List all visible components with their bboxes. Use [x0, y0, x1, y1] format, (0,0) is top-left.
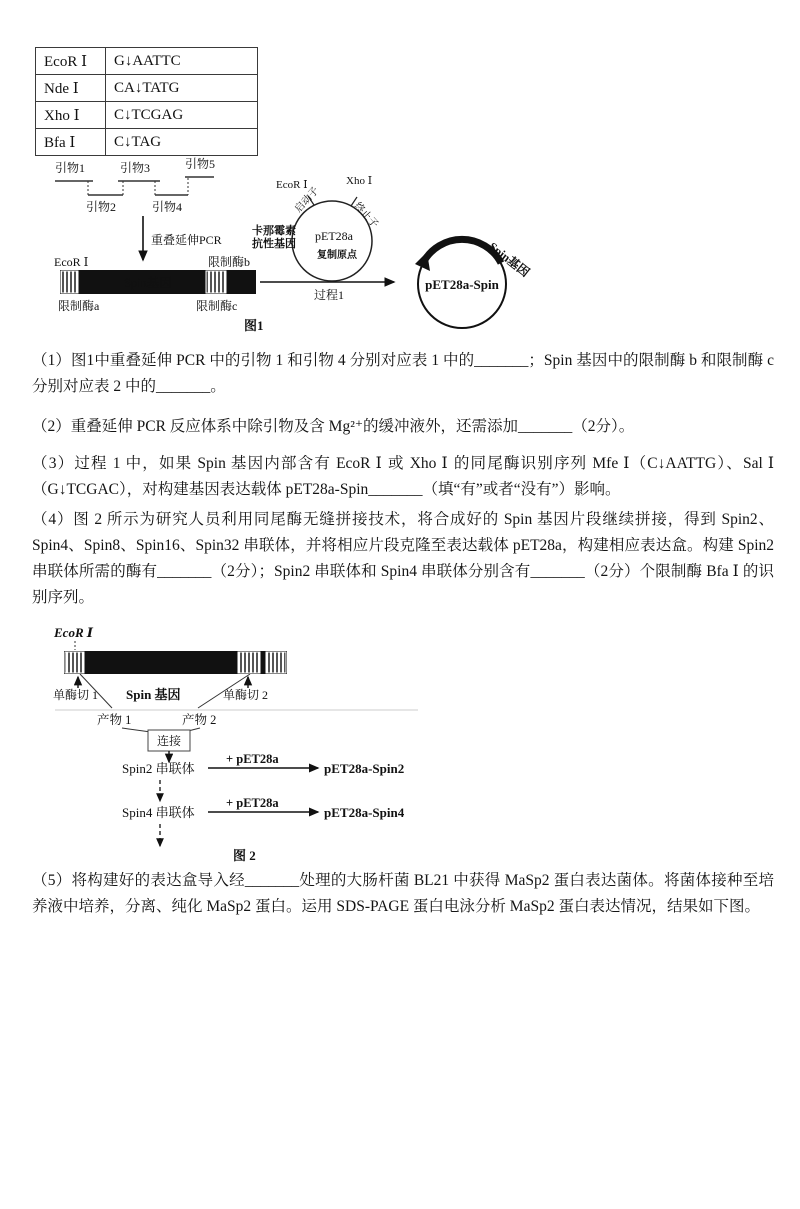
- result-spin4-label: pET28a-Spin4: [324, 805, 405, 820]
- plus-pet28a-label-2: + pET28a: [226, 796, 279, 810]
- plus-pet28a-label-1: + pET28a: [226, 752, 279, 766]
- plasmid-name-label: pET28a: [315, 229, 353, 243]
- question-1: （1）图1中重叠延伸 PCR 中的引物 1 和引物 4 分别对应表 1 中的_______；Spin 基因中的限制酶 b 和限制酶 c 分别对应表 2 中的_______。: [32, 352, 774, 395]
- ori-label: 复制原点: [317, 250, 357, 261]
- kanamycin-label-line1: 卡那霉素: [252, 225, 296, 237]
- primer2-label: 引物2: [86, 200, 117, 214]
- product2-label: 产物 2: [182, 713, 217, 727]
- result-plasmid-label: pET28a-Spin: [425, 277, 499, 292]
- spin2-label: Spin2 串联体: [122, 761, 195, 776]
- ligate-label: 连接: [156, 734, 182, 748]
- figure1-diagram: [38, 156, 538, 348]
- pcr-label: 重叠延伸PCR: [151, 233, 222, 247]
- cut1-label: 单酶切 1: [53, 688, 99, 702]
- question-5: （5）将构建好的表达盒导入经_______处理的大肠杆菌 BL21 中获得 MaSp2 蛋白表达菌体。将菌体接种至培养液中培养，分离、纯化 MaSp2 蛋白。运用 SDS-PAGE 蛋白电泳分析 MaSp2 蛋白表达情况，结果如下图。: [32, 872, 774, 915]
- enzyme-site: CA↓TATG: [106, 75, 258, 102]
- ecori-label: EcoR Ⅰ: [54, 255, 89, 269]
- table-row: [36, 129, 258, 156]
- spin4-label: Spin4 串联体: [122, 805, 195, 820]
- enzyme-name: Nde Ⅰ: [36, 75, 106, 102]
- table-row: [36, 75, 258, 102]
- fig2-spin-gene-label: Spin 基因: [126, 687, 181, 702]
- enzyme-site: C↓TAG: [106, 129, 258, 156]
- spin-gene-label: Spin基因: [124, 276, 172, 290]
- promoter-label: 启动子: [293, 185, 322, 216]
- figure1-caption: 图1: [244, 318, 264, 333]
- table-row: [36, 102, 258, 129]
- result-gene-label: Spin基因: [486, 239, 533, 280]
- cut2-label: 单酶切 2: [223, 688, 269, 702]
- enzyme-site: G↓AATTC: [106, 48, 258, 75]
- enzyme-name: Bfa Ⅰ: [36, 129, 106, 156]
- kanamycin-label-line2: 抗性基因: [252, 238, 296, 250]
- primer4-label: 引物4: [152, 200, 183, 214]
- primer3-label: 引物3: [120, 161, 151, 175]
- enzyme-name: Xho Ⅰ: [36, 102, 106, 129]
- question-2: （2）重叠延伸 PCR 反应体系中除引物及含 Mg²⁺的缓冲液外，还需添加_______（2分）。: [32, 418, 635, 435]
- fig2-gene-bar: [64, 651, 287, 674]
- table-row: [36, 48, 258, 75]
- figure2-caption: 图 2: [233, 848, 256, 863]
- fig2-ecori-label: EcoR Ⅰ: [54, 625, 93, 640]
- plasmid-ecori-label: EcoR Ⅰ: [276, 179, 308, 191]
- product1-label: 产物 1: [97, 713, 132, 727]
- primer1-label: 引物1: [55, 161, 86, 175]
- enzyme-a-label: 限制酶a: [58, 299, 100, 313]
- question-4: （4）图 2 所示为研究人员利用同尾酶无缝拼接技术，将合成好的 Spin 基因片段继续拼接，得到 Spin2、Spin4、Spin8、Spin16、Spin32 串联体，并将相应片段克隆至表达载体 pET28a，构建相应表达盒。构建 Spin2 串联体所需的酶有_______（2分）；Spin2 串联体和 Spin4 串联体分别含有_______（2分）个限制酶 Bfa Ⅰ 的识别序列。: [32, 511, 774, 606]
- process1-label: 过程1: [314, 288, 345, 302]
- enzyme-table: [35, 47, 258, 156]
- enzyme-name: EcoR Ⅰ: [36, 48, 106, 75]
- enzyme-b-label: 限制酶b: [208, 255, 251, 269]
- primer-scheme: [55, 177, 214, 195]
- enzyme-c-label: 限制酶c: [196, 299, 238, 313]
- question-3: （3）过程 1 中，如果 Spin 基因内部含有 EcoR Ⅰ 或 Xho Ⅰ 的同尾酶识别序列 Mfe Ⅰ（C↓AATTG）、Sal Ⅰ（G↓TCGAC），对构建基因表达载体 pET28a-Spin_______（填“有”或者“没有”）影响。: [32, 455, 774, 498]
- terminator-label: 终止子: [351, 200, 381, 231]
- primer5-label: 引物5: [185, 157, 216, 171]
- result-spin2-label: pET28a-Spin2: [324, 761, 405, 776]
- enzyme-site: C↓TCGAG: [106, 102, 258, 129]
- plasmid-xhoi-label: Xho Ⅰ: [346, 175, 373, 187]
- figure2-diagram: [40, 620, 460, 868]
